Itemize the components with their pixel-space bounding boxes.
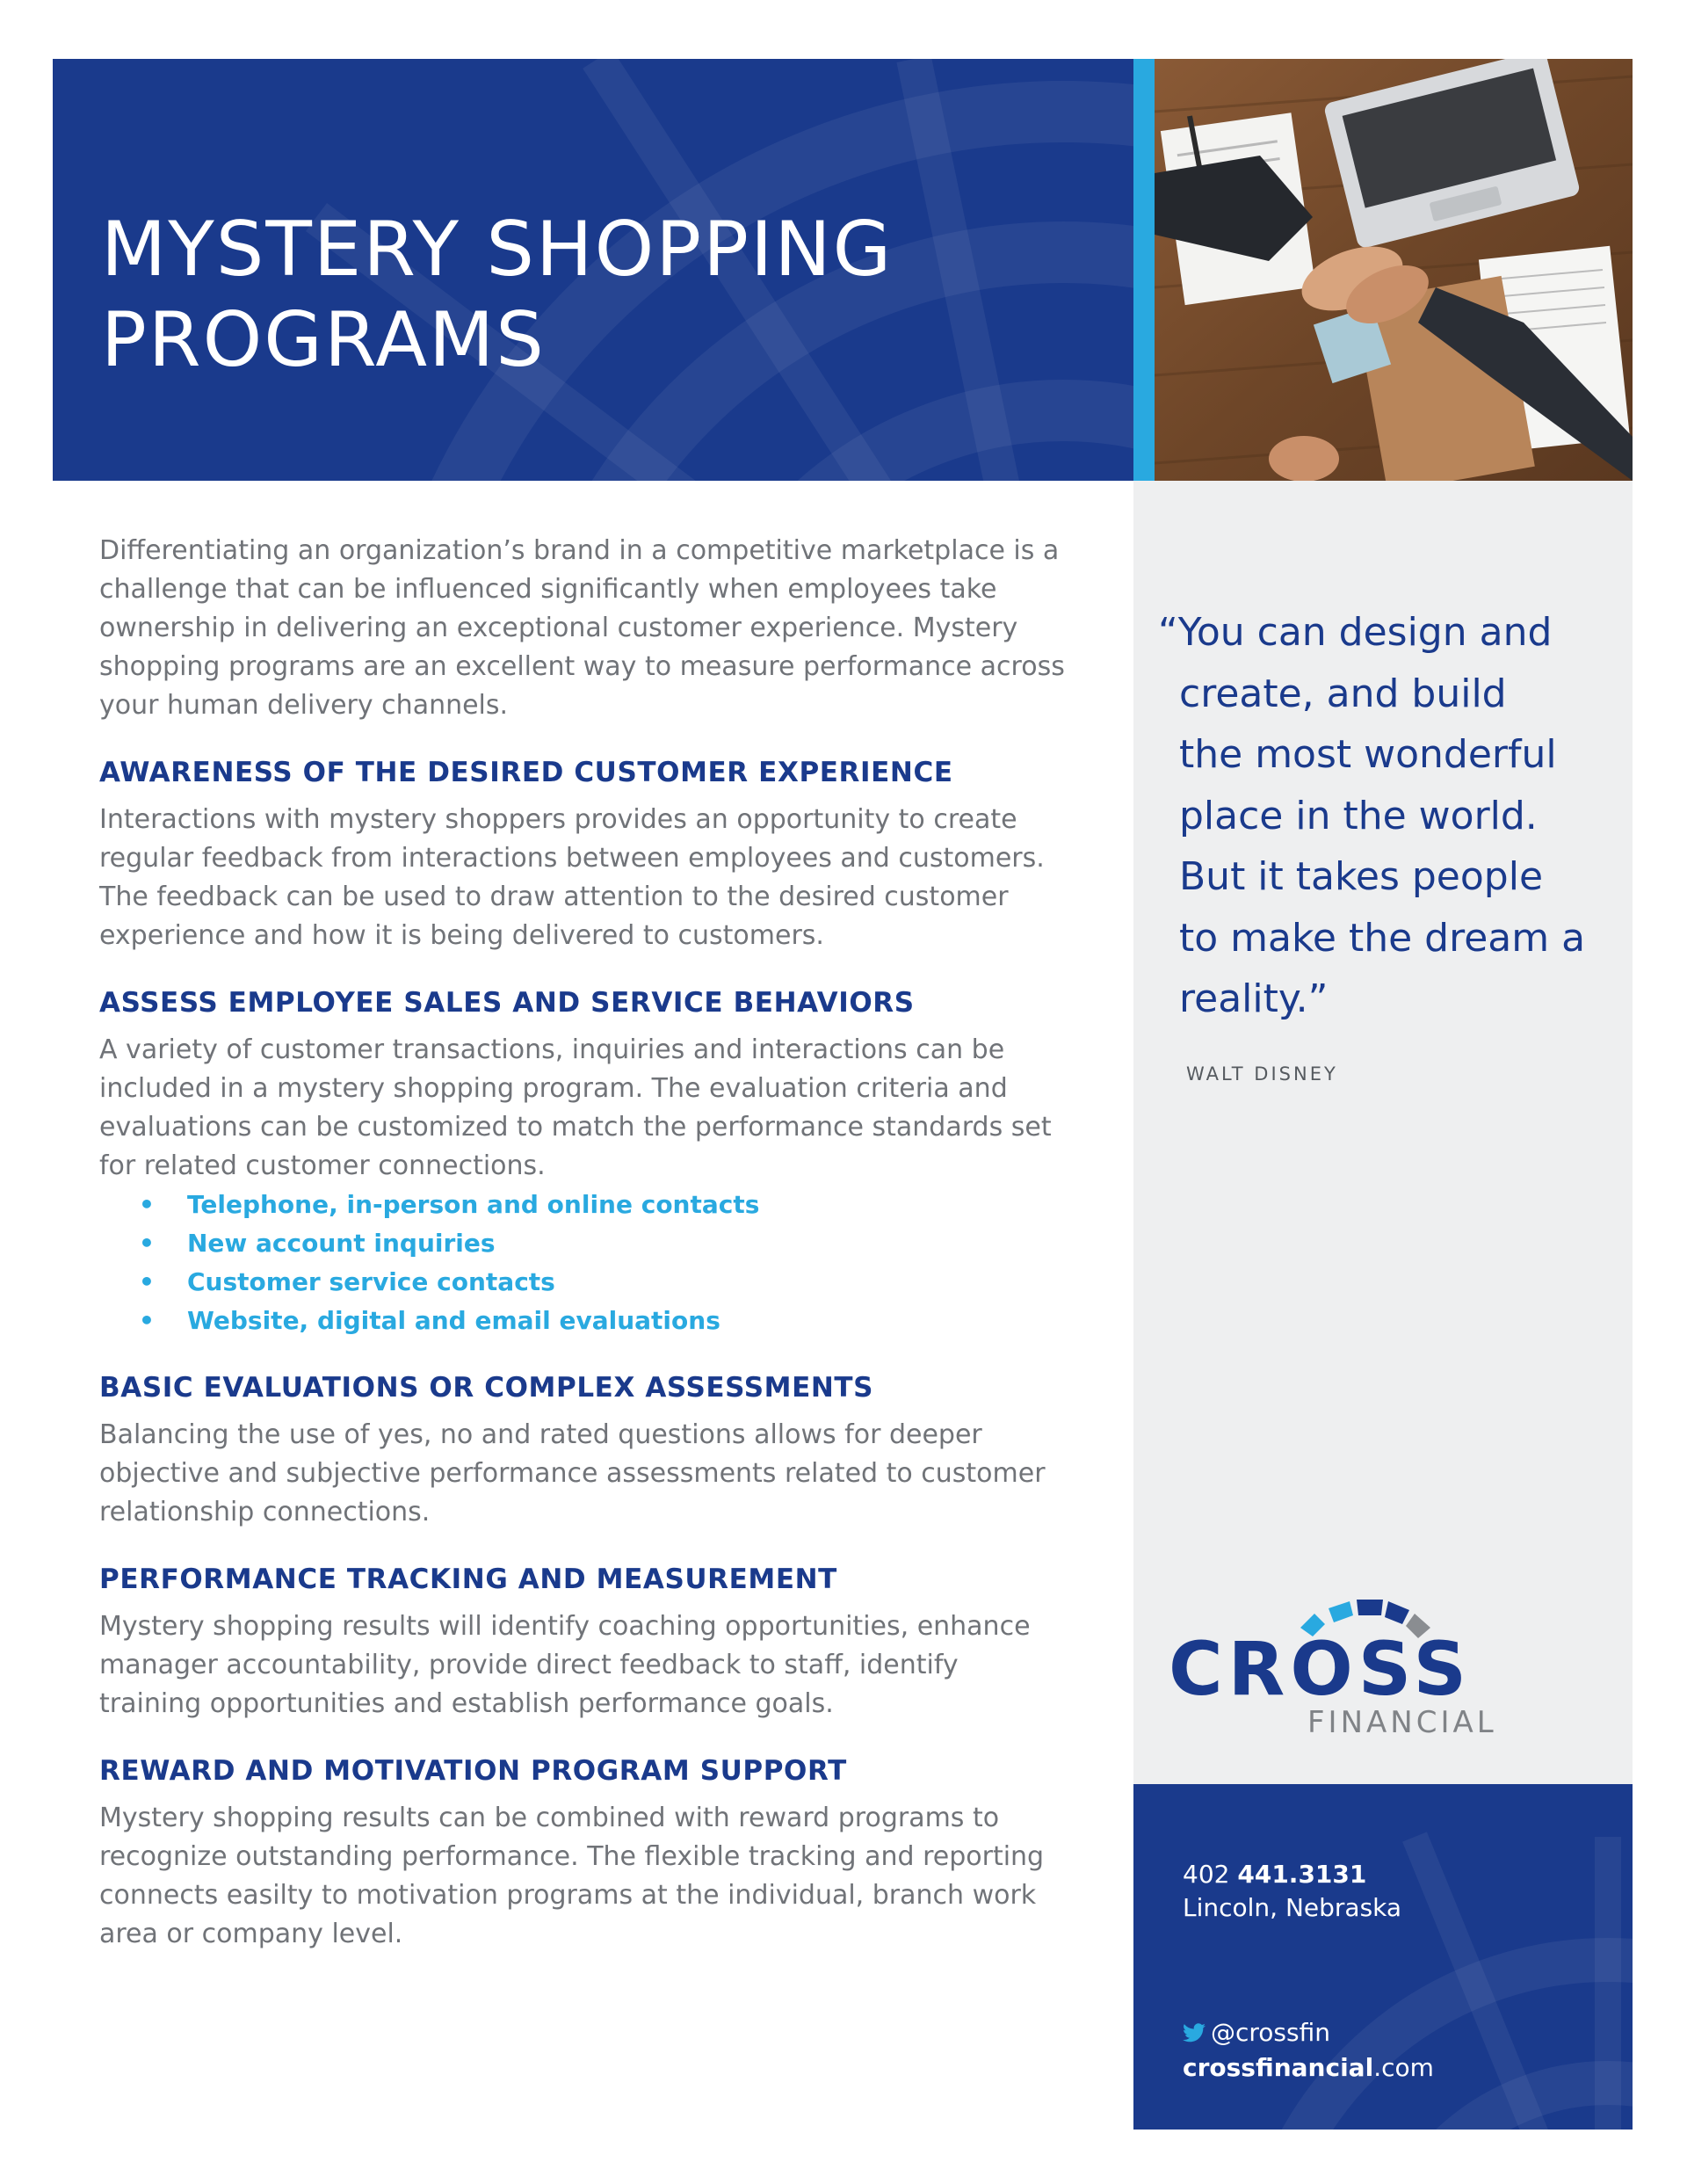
section-assess-behaviors bbox=[99, 985, 1066, 1340]
phone-area-code: 402 bbox=[1183, 1860, 1230, 1889]
quote-attribution: WALT DISNEY bbox=[1186, 1063, 1338, 1085]
website-domain: crossfinancial bbox=[1183, 2053, 1374, 2082]
section-body: Mystery shopping results will identify coaching opportunities, enhance manager accountability, provide direct feedback to staff, identify training opportunities and establish performance goals. bbox=[99, 1611, 1031, 1719]
bullet-item: • Telephone, in-person and online contacts bbox=[139, 1186, 1066, 1224]
quote-line: to make the dream a bbox=[1179, 915, 1586, 961]
section-body: Interactions with mystery shoppers provides an opportunity to create regular feedback from interactions between employees and customers. The feedback can be used to draw attention to the desired customer experience and how it is being delivered to customers. bbox=[99, 804, 1045, 951]
section-evaluations bbox=[99, 1370, 1066, 1532]
quote-line: “You can design and bbox=[1158, 610, 1553, 655]
logo-wordmark: CROSS bbox=[1169, 1626, 1472, 1712]
section-heading: AWARENESS OF THE DESIRED CUSTOMER EXPERIENCE bbox=[99, 757, 953, 788]
cross-financial-logo bbox=[1169, 1582, 1538, 1736]
main-content bbox=[99, 532, 1066, 1984]
contact-box bbox=[1133, 1784, 1633, 2130]
bullet-list bbox=[99, 1186, 1066, 1340]
website-link[interactable] bbox=[1183, 2053, 1434, 2082]
intro-paragraph: Differentiating an organization’s brand in a competitive marketplace is a challenge that can be influenced significantly when employees take ownership in delivering an exceptional customer experience. Mystery shopping programs are an excellent way to measure performance across your human delivery channels. bbox=[99, 535, 1065, 721]
title-line-2: PROGRAMS bbox=[101, 296, 546, 384]
section-heading: BASIC EVALUATIONS OR COMPLEX ASSESSMENTS bbox=[99, 1372, 874, 1404]
quote-line: place in the world. bbox=[1179, 793, 1538, 838]
section-reward-motivation bbox=[99, 1753, 1066, 1954]
phone-digits: 441.3131 bbox=[1237, 1860, 1367, 1889]
bullet-item: • New account inquiries bbox=[139, 1224, 1066, 1263]
quote-line: reality.” bbox=[1179, 976, 1329, 1021]
section-body: Mystery shopping results can be combined with reward programs to recognize outstanding performance. The flexible tracking and reporting connects easilty to motivation programs at the individual, branch work area or company level. bbox=[99, 1803, 1045, 1949]
section-body: A variety of customer transactions, inquiries and interactions can be included in a mystery shopping program. The evaluation criteria and evaluations can be customized to match the performance standards set for related customer connections. bbox=[99, 1034, 1052, 1181]
section-awareness bbox=[99, 755, 1066, 955]
handshake-photo bbox=[1155, 59, 1633, 481]
title-line-1: MYSTERY SHOPPING bbox=[101, 206, 894, 294]
page-title bbox=[101, 205, 893, 386]
twitter-handle-text: @crossfin bbox=[1211, 2018, 1330, 2047]
section-heading: PERFORMANCE TRACKING AND MEASUREMENT bbox=[99, 1564, 837, 1595]
twitter-handle[interactable] bbox=[1183, 2018, 1330, 2047]
phone-number[interactable] bbox=[1183, 1860, 1366, 1889]
twitter-icon bbox=[1183, 2023, 1206, 2043]
handshake-illustration bbox=[1155, 59, 1633, 481]
logo-tagline: FINANCIAL bbox=[1307, 1705, 1497, 1736]
section-body: Balancing the use of yes, no and rated questions allows for deeper objective and subjective performance assessments related to customer relationship connections. bbox=[99, 1419, 1046, 1527]
section-heading: REWARD AND MOTIVATION PROGRAM SUPPORT bbox=[99, 1755, 847, 1787]
bullet-item: • Website, digital and email evaluations bbox=[139, 1302, 1066, 1340]
quote bbox=[1158, 602, 1624, 1030]
quote-line: create, and build bbox=[1179, 671, 1507, 716]
section-heading: ASSESS EMPLOYEE SALES AND SERVICE BEHAVIORS bbox=[99, 987, 915, 1019]
city-location: Lincoln, Nebraska bbox=[1183, 1893, 1402, 1922]
quote-line: But it takes people bbox=[1179, 854, 1544, 899]
website-suffix: .com bbox=[1373, 2053, 1434, 2082]
quote-line: the most wonderful bbox=[1179, 732, 1557, 777]
accent-bar bbox=[1133, 59, 1155, 481]
bullet-item: • Customer service contacts bbox=[139, 1263, 1066, 1302]
section-performance-tracking bbox=[99, 1562, 1066, 1723]
